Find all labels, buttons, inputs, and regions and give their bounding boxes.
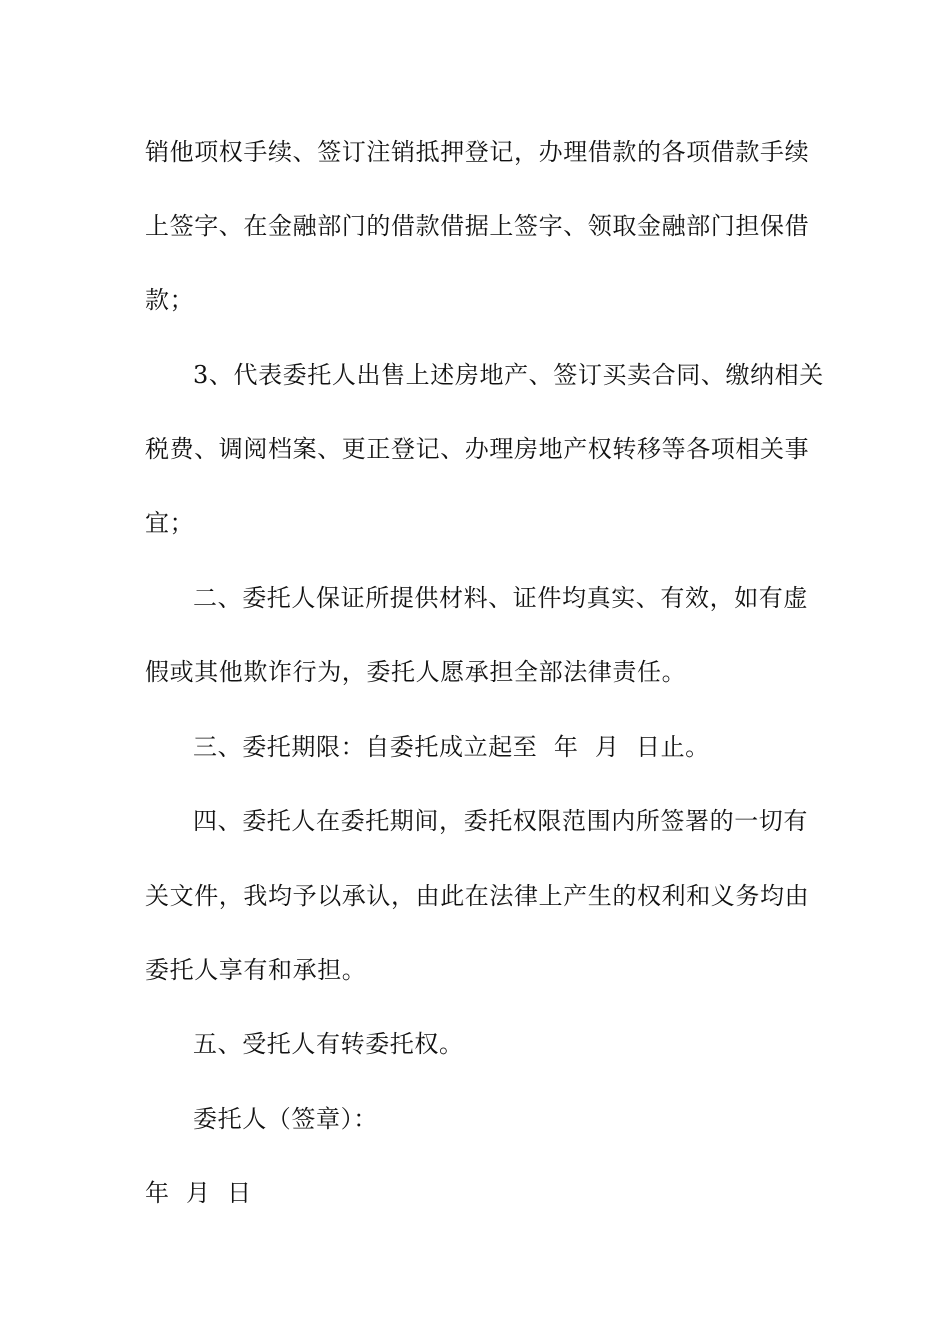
text-line-15: 年 月 日 — [145, 1179, 252, 1207]
text-line-14: 委托人（签章）： — [193, 1105, 378, 1133]
text-line-5: 税费、调阅档案、更正登记、办理房地产权转移等各项相关事 — [145, 435, 810, 463]
text-line-12: 委托人享有和承担。 — [145, 956, 367, 984]
text-line-4: 3、代表委托人出售上述房地产、签订买卖合同、缴纳相关 — [193, 361, 824, 389]
text-line-8: 假或其他欺诈行为，委托人愿承担全部法律责任。 — [145, 658, 687, 686]
text-line-3: 款； — [145, 286, 195, 314]
text-line-6: 宜； — [145, 509, 195, 537]
text-line-10: 四、委托人在委托期间，委托权限范围内所签署的一切有 — [193, 807, 808, 835]
text-line-13: 五、受托人有转委托权。 — [193, 1030, 464, 1058]
text-line-11: 关文件，我均予以承认，由此在法律上产生的权利和义务均由 — [145, 882, 810, 910]
text-line-9: 三、委托期限：自委托成立起至 年 月 日止。 — [193, 733, 710, 761]
text-line-7: 二、委托人保证所提供材料、证件均真实、有效，如有虚 — [193, 584, 808, 612]
text-line-1: 销他项权手续、签订注销抵押登记，办理借款的各项借款手续 — [145, 138, 810, 166]
text-line-2: 上签字、在金融部门的借款借据上签字、领取金融部门担保借 — [145, 212, 810, 240]
